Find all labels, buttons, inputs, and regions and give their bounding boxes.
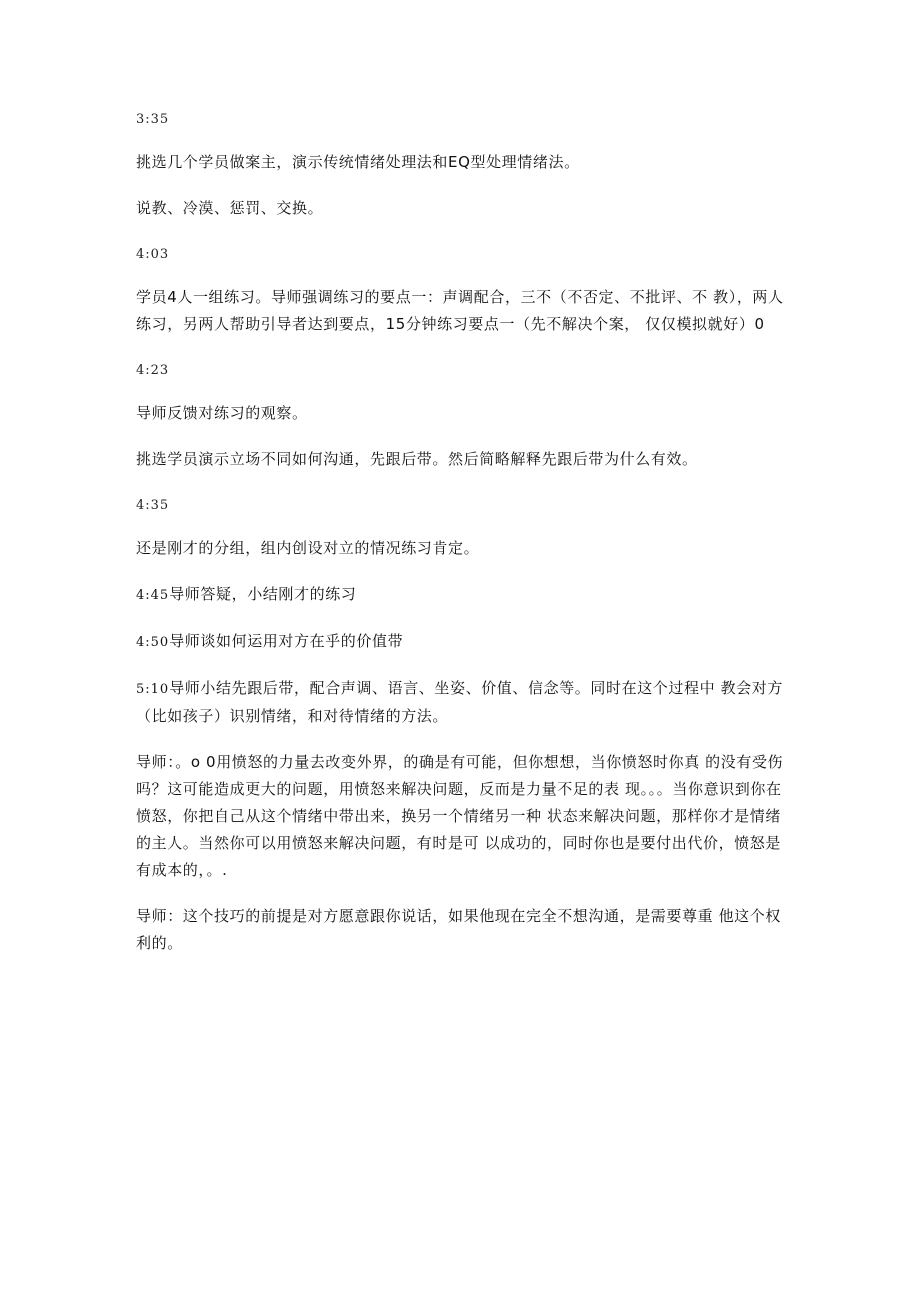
timed-paragraph	[136, 628, 784, 656]
paragraph: 说教、冷漠、惩罚、交换。	[136, 199, 324, 217]
timestamp: 4:45	[136, 588, 170, 603]
paragraph-text: 导师答疑，小结刚才的练习	[169, 585, 357, 603]
timestamp: 4:23	[136, 363, 170, 378]
timestamp: 5:10	[136, 682, 170, 697]
paragraph: 还是刚才的分组，组内创设对立的情况练习肯定。	[136, 539, 480, 557]
timestamp: 3:35	[136, 112, 170, 127]
paragraph: 学员4人一组练习。导师强调练习的要点一：声调配合，三不（不否定、不批评、不 教），两人练习，另两人帮助引导者达到要点，15分钟练习要点一（先不解决个案， 仅仅模拟就好）0	[136, 288, 784, 333]
paragraph-text: 导师谈如何运用对方在乎的价值带	[169, 632, 404, 650]
timed-paragraph	[136, 581, 784, 609]
paragraph-text: 导师小结先跟后带，配合声调、语言、坐姿、价值、信念等。同时在这个过程中 教会对方（比如孩子）识别情绪，和对待情绪的方法。	[136, 679, 783, 725]
paragraph: 挑选学员演示立场不同如何沟通，先跟后带。然后简略解释先跟后带为什么有效。	[136, 450, 698, 468]
paragraph: 挑选几个学员做案主，演示传统情绪处理法和EQ型处理情绪法。	[136, 153, 580, 171]
paragraph: 导师：。o 0用愤怒的力量去改变外界，的确是有可能，但你想想，当你愤怒时你真 的没有受伤吗？这可能造成更大的问题，用愤怒来解决问题，反而是力量不足的表 现。。。当你意识到你在愤怒，你把自己从这个情绪中带出来，换另一个情绪另一种 状态来解决问题，那样你才是情绪的主人。当然你可以用愤怒来解决问题，有时是可 以成功的，同时你也是要付出代价，愤怒是有成本的，。.	[136, 753, 784, 879]
paragraph: 导师：这个技巧的前提是对方愿意跟你说话，如果他现在完全不想沟通，是需要尊重 他这个权利的。	[136, 907, 781, 952]
paragraph: 导师反馈对练习的观察。	[136, 404, 308, 422]
timestamp: 4:03	[136, 247, 170, 262]
timed-paragraph	[136, 675, 784, 730]
timestamp: 4:50	[136, 635, 170, 650]
document-body	[136, 106, 784, 976]
timestamp: 4:35	[136, 498, 170, 513]
